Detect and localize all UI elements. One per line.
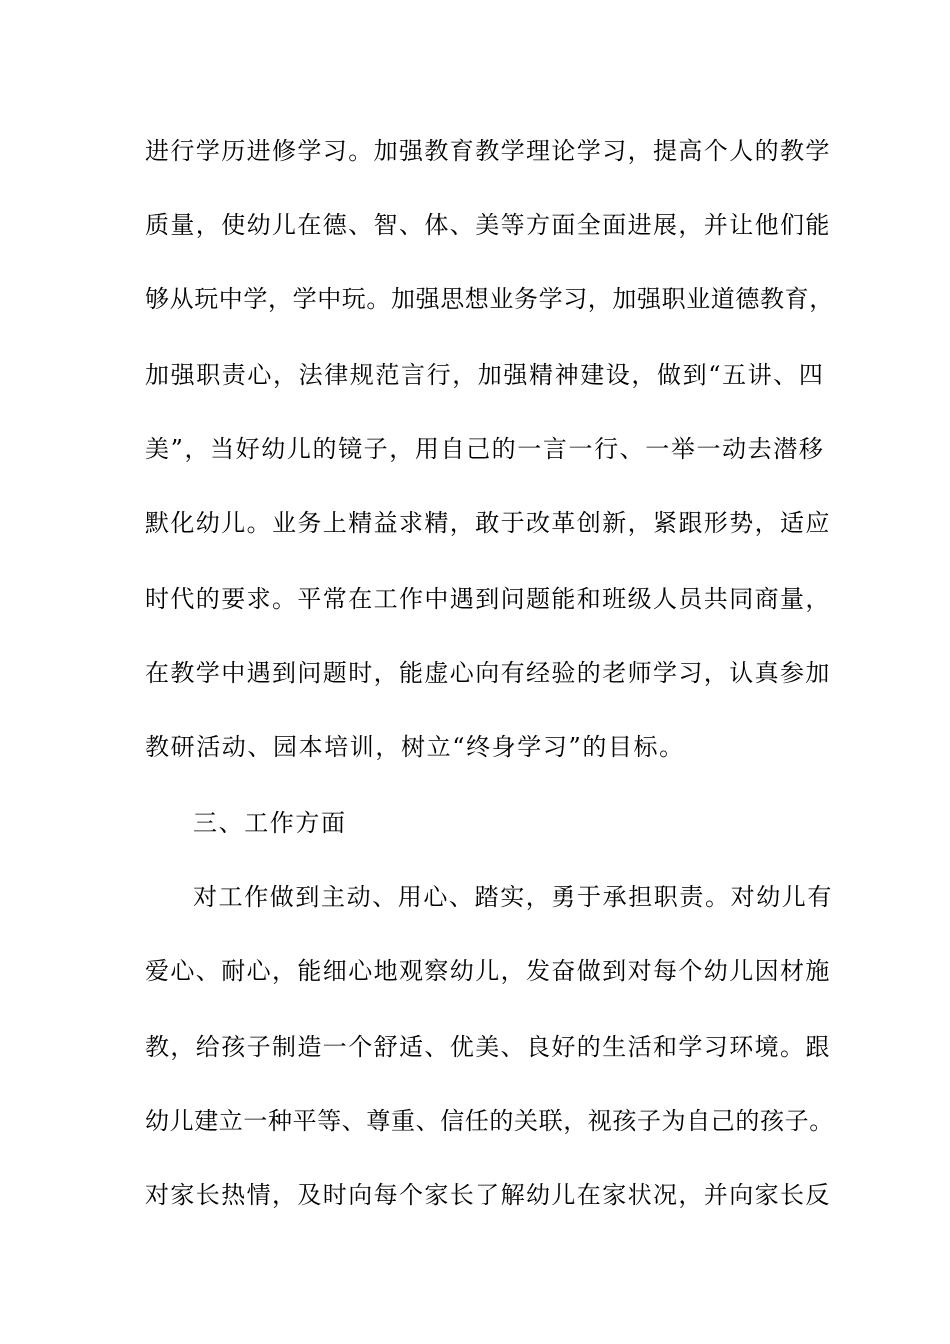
section-heading: 三、工作方面 [193, 809, 347, 837]
text-line: 够从玩中学，学中玩。加强思想业务学习，加强职业道德教育， [145, 285, 834, 313]
text-line: 对工作做到主动、用心、踏实，勇于承担职责。对幼儿有 [193, 883, 833, 911]
text-line: 美”，当好幼儿的镜子，用自己的一言一行、一举一动去潜移 [145, 435, 825, 463]
text-line: 爱心、耐心，能细心地观察幼儿，发奋做到对每个幼儿因材施 [145, 957, 831, 985]
text-line: 时代的要求。平常在工作中遇到问题能和班级人员共同商量， [145, 585, 831, 613]
text-line: 教研活动、园本培训，树立“终身学习”的目标。 [145, 733, 685, 761]
text-line: 在教学中遇到问题时，能虚心向有经验的老师学习，认真参加 [145, 659, 831, 687]
text-line: 幼儿建立一种平等、尊重、信任的关联，视孩子为自己的孩子。 [145, 1107, 834, 1135]
text-line: 质量，使幼儿在德、智、体、美等方面全面进展，并让他们能 [145, 211, 831, 239]
text-line: 教，给孩子制造一个舒适、优美、良好的生活和学习环境。跟 [145, 1033, 831, 1061]
text-line: 加强职责心，法律规范言行，加强精神建设，做到“五讲、四 [145, 361, 825, 389]
text-line: 对家长热情，及时向每个家长了解幼儿在家状况，并向家长反 [145, 1181, 831, 1209]
text-line: 进行学历进修学习。加强教育教学理论学习，提高个人的教学 [145, 137, 831, 165]
text-line: 默化幼儿。业务上精益求精，敢于改革创新，紧跟形势，适应 [145, 509, 831, 537]
